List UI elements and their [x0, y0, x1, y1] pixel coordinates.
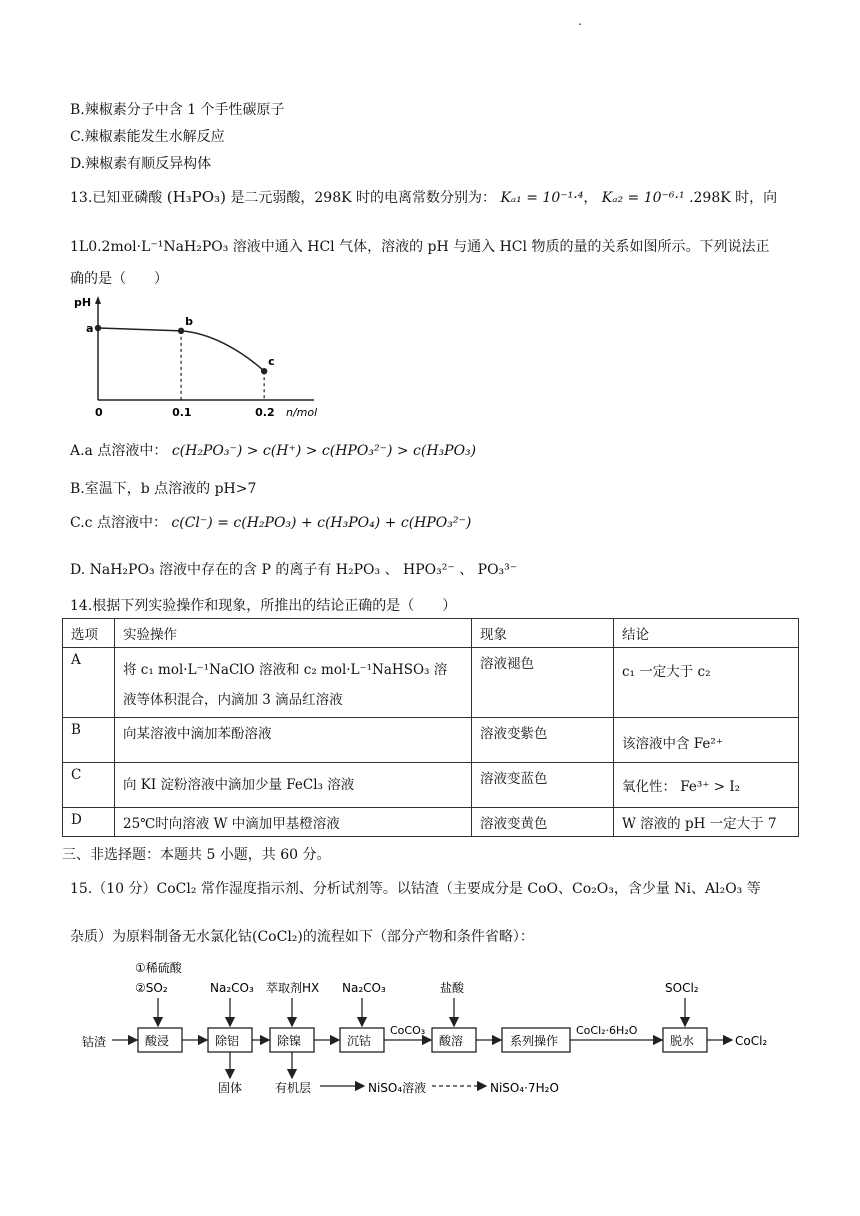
- flow-mid-cocl2-hydrate: CoCl₂·6H₂O: [576, 1024, 638, 1037]
- reagent-na2co3-2: Na₂CO₃: [342, 981, 386, 995]
- point-label: c: [268, 355, 275, 369]
- flow-niso4-solution: NiSO₄溶液: [368, 1081, 427, 1095]
- box-dehydrate-label: 脱水: [670, 1034, 695, 1048]
- q13-part3: .298K 时，向: [689, 190, 778, 206]
- point-label: b: [185, 314, 193, 328]
- x-axis-label: n/mol: [286, 406, 318, 419]
- reagent-na2co3-1: Na₂CO₃: [210, 981, 254, 995]
- q15-line1: 15.（10 分）CoCl₂ 常作湿度指示剂、分析试剂等。以钴渣（主要成分是 CoO、Co₂O₃，含少量 Ni、Al₂O₃ 等: [70, 881, 761, 897]
- box-series-ops-label: 系列操作: [510, 1034, 559, 1048]
- reagent-hcl: 盐酸: [440, 981, 465, 995]
- row-b-operation: 向某溶液中滴加苯酚溶液: [115, 718, 472, 763]
- row-a-op-line2: 液等体积混合，内滴加 3 滴品红溶液: [123, 692, 343, 708]
- reagent-sulfuric-acid: ①稀硫酸: [135, 961, 182, 975]
- row-a-option: A: [63, 648, 115, 718]
- process-flow-diagram: [80, 960, 800, 1100]
- q13-part1: 13.已知亚磷酸: [70, 190, 163, 206]
- flow-start-cobalt-residue: 钴渣: [82, 1035, 107, 1049]
- data-point: [95, 325, 101, 331]
- table-row: [63, 763, 799, 808]
- y-axis-label: pH: [74, 296, 92, 309]
- row-c-phenomenon: 溶液变蓝色: [472, 763, 614, 808]
- q13-part2: 是二元弱酸，298K 时的电离常数分别为：: [230, 190, 497, 206]
- q13-opt-a-expr: c(H₂PO₃⁻) > c(H⁺) > c(HPO₃²⁻) > c(H₃PO₃): [171, 443, 477, 459]
- header-option: 选项: [63, 619, 115, 648]
- row-d-operation: 25℃时向溶液 W 中滴加甲基橙溶液: [115, 808, 472, 837]
- reagent-hx: 萃取剂HX: [266, 981, 320, 995]
- row-b-option: B: [63, 718, 115, 763]
- q13-opt-d-pre: D. NaH₂PO₃: [70, 562, 155, 578]
- row-b-conclusion: 该溶液中含 Fe²⁺: [614, 718, 799, 763]
- data-point: [178, 328, 184, 334]
- x-tick-label: 0: [95, 406, 103, 419]
- reagent-socl2: SOCl₂: [665, 981, 699, 995]
- q13-option-d: [70, 559, 517, 579]
- q13-opt-d-ions: H₂PO₃ 、 HPO₃²⁻ 、 PO₃³⁻: [335, 562, 518, 578]
- q13-opt-c-expr: c(Cl⁻) = c(H₂PO₃) + c(H₃PO₄) + c(HPO₃²⁻): [171, 515, 472, 531]
- row-a-phenomenon: 溶液褪色: [472, 648, 614, 718]
- box-acid-dissolve-label: 酸溶: [439, 1034, 464, 1048]
- flow-organic-layer: 有机层: [275, 1081, 312, 1095]
- q13-opt-c-pre: C.c 点溶液中：: [70, 515, 167, 531]
- table-header-row: [63, 619, 799, 648]
- q13-ka1: Kₐ₁ = 10⁻¹·⁴: [500, 190, 584, 206]
- table-row: [63, 808, 799, 837]
- row-d-conclusion: W 溶液的 pH 一定大于 7: [614, 808, 799, 837]
- row-d-option: D: [63, 808, 115, 837]
- option-12-d: D.辣椒素有顺反异构体: [70, 156, 212, 172]
- header-conclusion: 结论: [614, 619, 799, 648]
- q13-ka2: Kₐ₂ = 10⁻⁶·¹: [601, 190, 685, 206]
- row-d-phenomenon: 溶液变黄色: [472, 808, 614, 837]
- flow-mid-coco3: CoCO₃: [390, 1024, 426, 1037]
- q13-formula: (H₃PO₃): [166, 188, 226, 206]
- table-row: [63, 648, 799, 718]
- y-axis-arrow: [95, 296, 101, 304]
- flow-end-cocl2: CoCl₂: [735, 1034, 768, 1048]
- x-tick-label: 0.2: [255, 406, 275, 419]
- row-a-conclusion: c₁ 一定大于 c₂: [614, 648, 799, 718]
- option-12-c: C.辣椒素能发生水解反应: [70, 129, 225, 145]
- q13-option-c: [70, 512, 471, 532]
- q13-option-b: B.室温下，b 点溶液的 pH>7: [70, 481, 257, 497]
- q13-opt-d-mid: 溶液中存在的含 P 的离子有: [159, 562, 332, 578]
- header-phenomenon: 现象: [472, 619, 614, 648]
- q13-line2b: 溶液中通入 HCl 气体，溶液的 pH 与通入 HCl 物质的量的关系如图所示。下列说法正: [232, 239, 770, 255]
- row-c-operation: 向 KI 淀粉溶液中滴加少量 FeCl₃ 溶液: [115, 763, 472, 808]
- box-remove-ni-label: 除镍: [277, 1034, 302, 1048]
- row-a-operation: [115, 648, 472, 718]
- point-label: a: [86, 322, 94, 335]
- row-c-conclusion: 氧化性： Fe³⁺ > I₂: [614, 763, 799, 808]
- page-dot: .: [578, 14, 582, 28]
- x-tick-label: 0.1: [172, 406, 192, 419]
- experiment-table: [62, 618, 799, 837]
- q13-opt-a-pre: A.a 点溶液中：: [70, 443, 168, 459]
- ph-chart: [74, 296, 334, 426]
- box-precipitate-co-label: 沉钴: [347, 1034, 372, 1048]
- flow-solid: 固体: [218, 1081, 243, 1095]
- q13-stem-line1: 13.已知亚磷酸 (H₃PO₃) 是二元弱酸，298K 时的电离常数分别为： Kₐ₁ = 10⁻¹·⁴， Kₐ₂ = 10⁻⁶·¹ .298K 时，向: [70, 188, 778, 206]
- row-c-option: C: [63, 763, 115, 808]
- q14-stem: 14.根据下列实验操作和现象，所推出的结论正确的是（ ）: [70, 598, 457, 614]
- q13-line2a: 1L0.2mol·L⁻¹NaH₂PO₃: [70, 239, 229, 255]
- section-3-heading: 三、非选择题：本题共 5 小题，共 60 分。: [62, 847, 331, 863]
- row-b-phenomenon: 溶液变紫色: [472, 718, 614, 763]
- option-12-b: B.辣椒素分子中含 1 个手性碳原子: [70, 102, 285, 118]
- box-acid-leach-label: 酸浸: [145, 1034, 170, 1048]
- q13-option-a: [70, 440, 476, 460]
- flow-niso4-crystal: NiSO₄·7H₂O: [490, 1081, 559, 1095]
- reagent-so2: ②SO₂: [135, 981, 168, 995]
- q15-line2: 杂质）为原料制备无水氯化钴(CoCl₂)的流程如下（部分产物和条件省略）：: [70, 929, 534, 945]
- table-row: [63, 718, 799, 763]
- header-operation: 实验操作: [115, 619, 472, 648]
- q13-stem-line2: [70, 236, 769, 256]
- box-remove-al-label: 除铝: [215, 1034, 240, 1048]
- row-a-op-line1: 将 c₁ mol·L⁻¹NaClO 溶液和 c₂ mol·L⁻¹NaHSO₃ 溶: [123, 662, 448, 678]
- data-point: [261, 368, 267, 374]
- q13-stem-line3: 确的是（ ）: [70, 271, 168, 287]
